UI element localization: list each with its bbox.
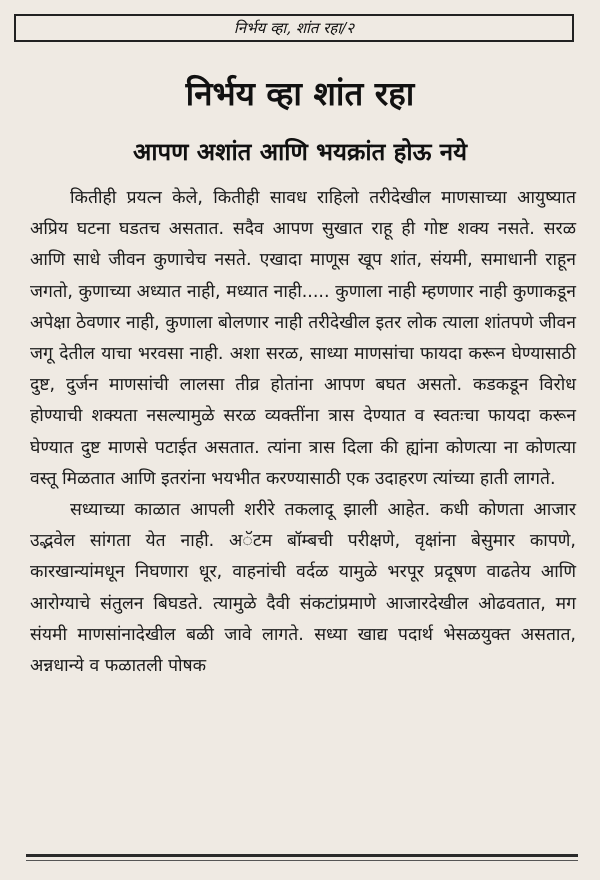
running-header (14, 14, 574, 42)
article-body (30, 183, 576, 682)
footer-rule (26, 854, 578, 857)
footer-rule-thin (26, 860, 578, 861)
paragraph: सध्याच्या काळात आपली शरीरे तकलादू झाली आहेत. कधी कोणता आजार उद्भवेल सांगता येत नाही. अॅटम बॉम्बची परीक्षणे, वृक्षांना बेसुमार कापणे, कारखान्यांमधून निघणारा धूर, वाहनांची वर्दळ यामुळे भरपूर प्रदूषण वाढतेय आणि आरोग्याचे संतुलन बिघडते. त्यामुळे दैवी संकटांप्रमाणे आजारदेखील ओढवतात, मग संयमी माणसांनादेखील बळी जावे लागते. सध्या खाद्य पदार्थ भेसळयुक्त असतात, अन्नधान्ये व फळातली पोषक (30, 500, 576, 677)
page-title: निर्भय व्हा शांत रहा (185, 74, 415, 113)
page-subtitle: आपण अशांत आणि भयक्रांत होऊ नये (132, 138, 468, 166)
running-header-text: निर्भय व्हा, शांत रहा/२ (233, 19, 355, 37)
paragraph: कितीही प्रयत्न केले, कितीही सावध राहिलो तरीदेखील माणसाच्या आयुष्यात अप्रिय घटना घडतच असतात. सदैव आपण सुखात राहू ही गोष्ट शक्य नसते. सरळ आणि साधे जीवन कुणाचेच नसते. एखादा माणूस खूप शांत, संयमी, समाधानी राहून जगतो, कुणाच्या अध्यात नाही, मध्यात नाही..... कुणाला नाही म्हणणार नाही कुणाकडून अपेक्षा ठेवणार नाही, कुणाला बोलणार नाही तरीदेखील इतर लोक त्याला शांतपणे जीवन जगू देतील याचा भरवसा नाही. अशा सरळ, साध्या माणसांचा फायदा करून घेण्यासाठी दुष्ट, दुर्जन माणसांची लालसा तीव्र होतांना आपण बघत असतो. कडकडून विरोध होण्याची शक्यता नसल्यामुळे सरळ व्यक्तींना त्रास देण्यात व स्वतःचा फायदा करून घेण्यात दुष्ट माणसे पटाईत असतात. त्यांना त्रास दिला की ह्यांना कोणत्या ना कोणत्या वस्तू मिळतात आणि इतरांना भयभीत करण्यासाठी एक उदाहरण त्यांच्या हाती लागते. (30, 188, 576, 489)
